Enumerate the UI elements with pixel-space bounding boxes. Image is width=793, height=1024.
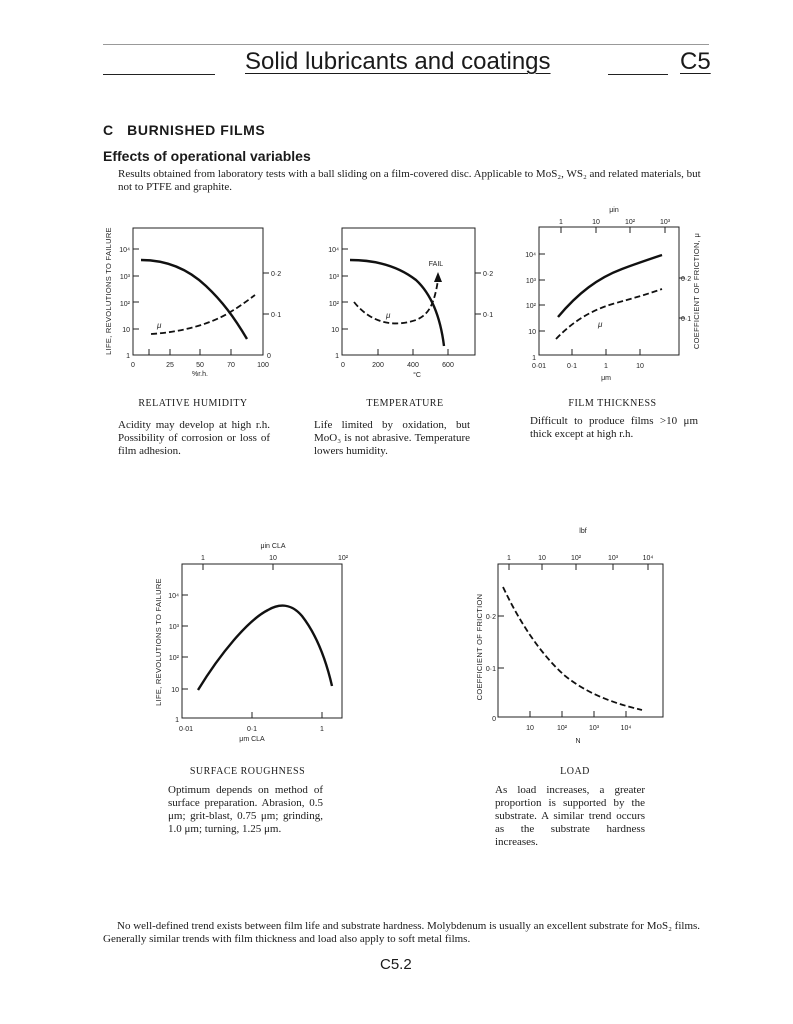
load-top-axis-label: lbf (579, 528, 587, 535)
load-top-tick: 10⁴ (642, 555, 654, 562)
thickness-top-tick: 10³ (659, 219, 671, 226)
thickness-life-curve (558, 255, 662, 317)
temperature-description: Life limited by oxidation, but MoO₃ is not abrasive. Temperature lowers humidity. (314, 419, 470, 457)
temperature-y2tick: 0·2 (483, 271, 494, 278)
load-top-tick: 1 (507, 555, 511, 562)
intro-text: Results obtained from laboratory tests with a ball sliding on a film-covered disc. Applicable to MoS₂, WS₂ and related materials, but not to PTFE and graphite. (118, 168, 701, 193)
temperature-fail-label: FAIL (428, 261, 444, 268)
roughness-ytick: 10⁴ (168, 593, 179, 600)
temperature-xtick: 600 (442, 362, 454, 369)
humidity-xtick: 25 (166, 362, 174, 369)
roughness-ytick: 10 (171, 687, 179, 694)
roughness-ylabel: LIFE, REVOLUTIONS TO FAILURE (154, 578, 163, 706)
temperature-chart (312, 218, 492, 393)
humidity-chart (103, 218, 283, 393)
thickness-ytick: 10³ (525, 278, 536, 285)
humidity-ylabel: LIFE, REVOLUTIONS TO FAILURE (104, 227, 113, 355)
temperature-ytick: 10³ (328, 274, 339, 281)
load-ytick: 0·2 (485, 614, 496, 621)
page-header-code: C5 (680, 48, 711, 75)
humidity-ytick: 10³ (119, 274, 130, 281)
humidity-ytick: 10⁴ (119, 247, 130, 254)
load-top-tick: 10² (570, 555, 582, 562)
load-ytick: 0·1 (485, 666, 496, 673)
temperature-mu-curve (354, 280, 438, 323)
temperature-xtick: 200 (372, 362, 384, 369)
humidity-xtick: 70 (227, 362, 235, 369)
humidity-mu-label: μ (157, 321, 162, 330)
roughness-top-tick: 1 (201, 555, 205, 562)
roughness-xtick: 1 (320, 726, 324, 733)
thickness-top-axis-label: μin (609, 207, 619, 214)
load-xtick: 10³ (588, 725, 600, 732)
humidity-y2tick: 0·2 (271, 271, 282, 278)
humidity-ytick: 1 (126, 353, 130, 360)
section-subtitle: Effects of operational variables (103, 148, 311, 164)
temperature-mu-label: μ (386, 311, 391, 320)
humidity-xlabel: %r.h. (192, 371, 208, 378)
load-description: As load increases, a greater proportion is supported by the substrate. A similar trend occurs as the substrate hardness increases. (495, 784, 645, 848)
humidity-caption: RELATIVE HUMIDITY (138, 398, 248, 409)
header-right-rule (608, 74, 668, 75)
roughness-top-tick: 10² (337, 555, 349, 562)
load-mu-curve (503, 587, 642, 710)
thickness-top-tick: 10² (624, 219, 636, 226)
temperature-plot-frame (342, 228, 475, 355)
footnote: No well-defined trend exists between film life and substrate hardness. Molybdenum is usually an excellent substrate for MoS₂ films. Generally similar trends with film thickness and load also apply to soft metal films. (103, 920, 701, 945)
temperature-life-curve (350, 260, 444, 346)
humidity-xtick: 0 (131, 362, 135, 369)
load-ylabel: COEFFICIENT OF FRICTION (475, 593, 484, 701)
temperature-xlabel: °C (413, 372, 421, 379)
load-top-tick: 10³ (607, 555, 619, 562)
thickness-ytick: 10 (528, 329, 536, 336)
temperature-ytick: 10 (331, 327, 339, 334)
roughness-life-curve (198, 606, 332, 690)
roughness-ytick: 10³ (168, 624, 179, 631)
load-xtick: 10⁴ (620, 725, 632, 732)
load-xtick: 10 (526, 725, 534, 732)
thickness-y2label: COEFFICIENT OF FRICTION, μ (692, 232, 701, 350)
humidity-ytick: 10² (119, 301, 130, 308)
temperature-y2tick: 0·1 (483, 312, 494, 319)
section-title: C BURNISHED FILMS (103, 122, 266, 138)
temperature-ytick: 10⁴ (328, 247, 339, 254)
roughness-xtick: 0·1 (246, 726, 258, 733)
load-ytick: 0 (492, 716, 496, 723)
roughness-top-axis-label: μin CLA (260, 543, 286, 550)
page-header-title: Solid lubricants and coatings (245, 48, 551, 75)
load-xtick: 10² (556, 725, 568, 732)
thickness-description: Difficult to produce films >10 μm thick except at high r.h. (530, 415, 698, 440)
thickness-ytick: 10² (525, 303, 536, 310)
thickness-mu-label: μ (598, 320, 603, 329)
header-left-rule (103, 74, 215, 75)
roughness-xlabel: μm CLA (239, 736, 265, 743)
load-top-tick: 10 (538, 555, 546, 562)
load-caption: LOAD (560, 766, 590, 777)
thickness-xtick: 1 (604, 363, 608, 370)
temperature-xtick: 400 (407, 362, 419, 369)
temperature-caption: TEMPERATURE (366, 398, 444, 409)
thickness-y2tick: 0·2 (681, 276, 692, 283)
temperature-ytick: 1 (335, 353, 339, 360)
thickness-caption: FILM THICKNESS (568, 398, 657, 409)
thickness-xtick: 0·1 (566, 363, 578, 370)
thickness-xtick: 0·01 (531, 363, 547, 370)
thickness-top-tick: 1 (559, 219, 563, 226)
roughness-chart (150, 538, 365, 750)
humidity-xtick: 50 (196, 362, 204, 369)
thickness-ytick: 1 (532, 355, 536, 362)
thickness-chart (512, 203, 702, 385)
temperature-fail-arrowhead (434, 272, 442, 282)
roughness-xtick: 0·01 (178, 726, 194, 733)
roughness-caption: SURFACE ROUGHNESS (189, 766, 306, 777)
thickness-ytick: 10⁴ (525, 252, 536, 259)
roughness-description: Optimum depends on method of surface preparation. Abrasion, 0.5 μm; grit-blast, 0.75 μm; grinding, 1.0 μm; turning, 1.25 μm. (168, 784, 323, 835)
humidity-description: Acidity may develop at high r.h. Possibility of corrosion or loss of film adhesion. (118, 419, 270, 457)
humidity-plot-frame (133, 228, 263, 355)
thickness-y2tick: 0·1 (681, 316, 692, 323)
load-plot-frame (498, 564, 663, 717)
humidity-y2tick: 0 (267, 353, 271, 360)
load-chart (470, 523, 670, 749)
header-top-rule (103, 44, 709, 45)
humidity-xtick: 100 (257, 362, 269, 369)
thickness-xtick: 10 (636, 363, 644, 370)
humidity-ytick: 10 (122, 327, 130, 334)
humidity-y2tick: 0·1 (271, 312, 282, 319)
roughness-top-tick: 10 (269, 555, 277, 562)
thickness-mu-curve (556, 289, 662, 339)
temperature-ytick: 10² (328, 301, 339, 308)
page-number: C5.2 (380, 956, 412, 973)
roughness-ytick: 10² (168, 655, 179, 662)
load-xlabel: N (575, 738, 581, 745)
thickness-top-tick: 10 (592, 219, 600, 226)
thickness-xlabel: μm (601, 375, 611, 382)
temperature-xtick: 0 (341, 362, 345, 369)
roughness-ytick: 1 (175, 717, 179, 724)
